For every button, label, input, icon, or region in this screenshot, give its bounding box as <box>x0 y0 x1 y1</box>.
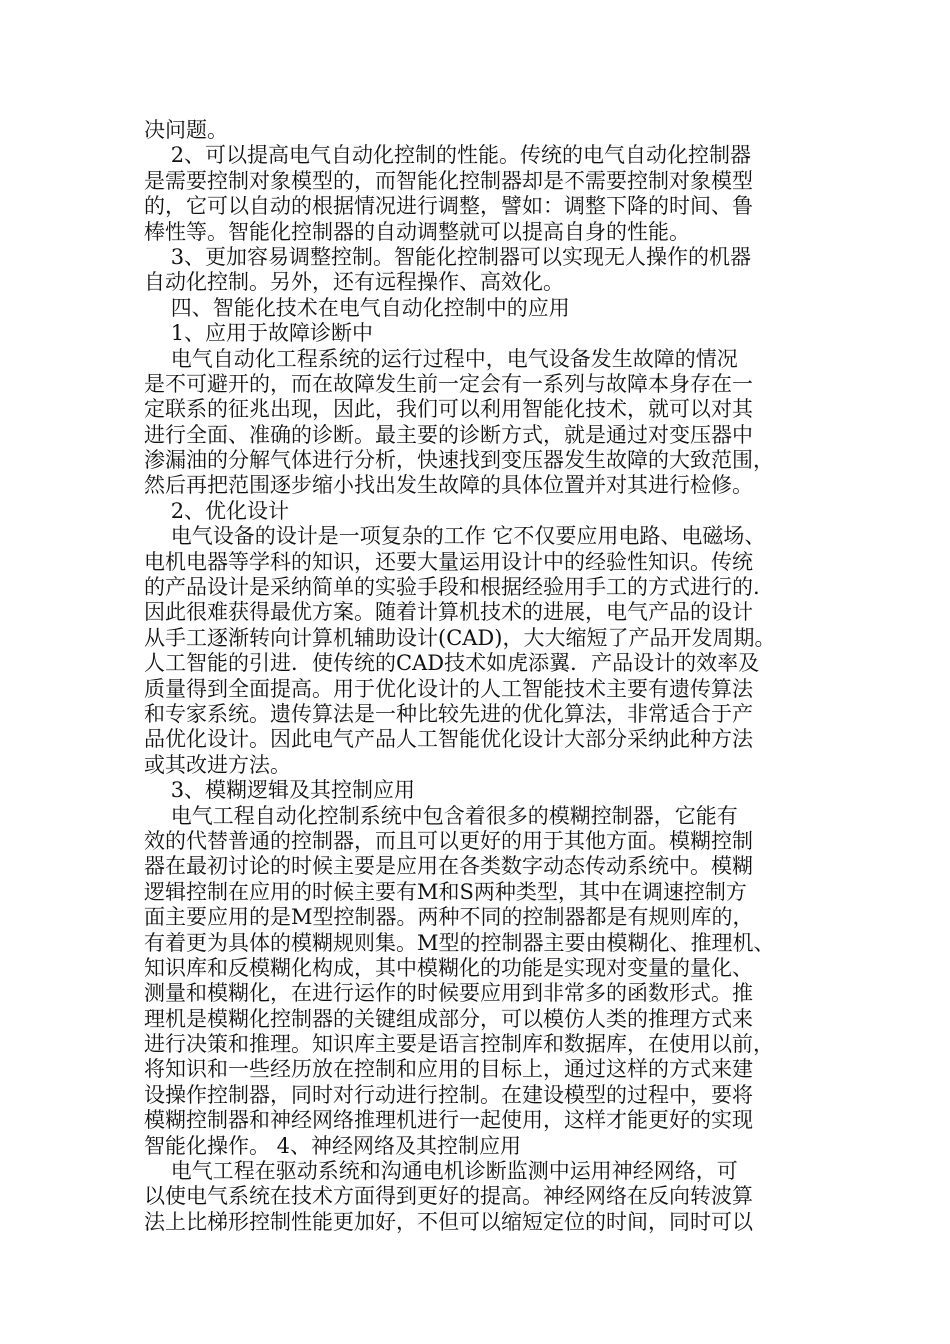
text-line: 理机是模糊化控制器的关键组成部分，可以模仿人类的推理方式来 <box>144 1006 753 1031</box>
text-line: 定联系的征兆出现，因此，我们可以利用智能化技术，就可以对其 <box>144 397 753 422</box>
text-line: 设操作控制器，同时对行动进行控制。在建设模型的过程中，要将 <box>144 1082 753 1107</box>
text-line: 人工智能的引进．使传统的CAD技术如虎添翼．产品设计的效率及 <box>144 651 760 676</box>
text-line: 测量和模糊化，在进行运作的时候要应用到非常多的函数形式。推 <box>144 981 753 1006</box>
text-line: 棒性等。智能化控制器的自动调整就可以提高自身的性能。 <box>144 219 690 244</box>
text-line: 1、应用于故障诊断中 <box>144 321 374 346</box>
text-line: 2、可以提高电气自动化控制的性能。传统的电气自动化控制器 <box>144 143 752 168</box>
text-line: 3、模糊逻辑及其控制应用 <box>144 778 416 803</box>
text-line: 质量得到全面提高。用于优化设计的人工智能技术主要有遗传算法 <box>144 676 753 701</box>
text-line: 电气工程在驱动系统和沟通电机诊断监测中运用神经网络，可 <box>144 1159 738 1184</box>
text-line: 面主要应用的是M型控制器。两种不同的控制器都是有规则库的， <box>144 905 754 930</box>
text-line: 电机电器等学科的知识，还要大量运用设计中的经验性知识。传统 <box>144 549 753 574</box>
text-line: 进行全面、准确的诊断。最主要的诊断方式，就是通过对变压器中 <box>144 422 753 447</box>
text-line: 进行决策和推理。知识库主要是语言控制库和数据库，在使用以前， <box>144 1032 774 1057</box>
document-body <box>144 118 812 1235</box>
text-line: 知识库和反模糊化构成，其中模糊化的功能是实现对变量的量化、 <box>144 955 753 980</box>
text-line: 决问题。 <box>144 118 228 142</box>
text-line: 法上比梯形控制性能更加好，不但可以缩短定位的时间，同时可以 <box>144 1209 753 1234</box>
text-line: 器在最初讨论的时候主要是应用在各类数字动态传动系统中。模糊 <box>144 854 753 879</box>
text-line: 智能化操作。 4、神经网络及其控制应用 <box>144 1133 522 1158</box>
text-line: 四、智能化技术在电气自动化控制中的应用 <box>144 295 570 320</box>
text-line: 是不可避开的，而在故障发生前一定会有一系列与故障本身存在一 <box>144 371 753 396</box>
text-line: 电气设备的设计是一项复杂的工作 它不仅要应用电路、电磁场、 <box>144 524 766 549</box>
text-line: 电气工程自动化控制系统中包含着很多的模糊控制器，它能有 <box>144 803 738 828</box>
text-line: 的，它可以自动的根据情况进行调整，譬如：调整下降的时间、鲁 <box>144 194 753 219</box>
text-line: 有着更为具体的模糊规则集。M型的控制器主要由模糊化、推理机、 <box>144 930 775 955</box>
text-line: 模糊控制器和神经网络推理机进行一起使用，这样才能更好的实现 <box>144 1108 753 1133</box>
text-line: 渗漏油的分解气体进行分析，快速找到变压器发生故障的大致范围， <box>144 448 774 473</box>
text-line: 2、优化设计 <box>144 498 290 523</box>
text-line: 是需要控制对象模型的，而智能化控制器却是不需要控制对象模型 <box>144 168 753 193</box>
text-line: 3、更加容易调整控制。智能化控制器可以实现无人操作的机器 <box>144 244 752 269</box>
text-line: 或其改进方法。 <box>144 752 291 777</box>
text-line: 自动化控制。另外，还有远程操作、高效化。 <box>144 270 564 295</box>
text-line: 品优化设计。因此电气产品人工智能优化设计大部分采纳此种方法 <box>144 727 753 752</box>
text-line: 将知识和一些经历放在控制和应用的目标上，通过这样的方式来建 <box>144 1057 753 1082</box>
text-line: 逻辑控制在应用的时候主要有M和S两种类型，其中在调速控制方 <box>144 879 747 904</box>
text-line: 然后再把范围逐步缩小找出发生故障的具体位置并对其进行检修。 <box>144 473 753 498</box>
text-line: 和专家系统。遗传算法是一种比较先进的优化算法，非常适合于产 <box>144 701 753 726</box>
text-line: 从手工逐渐转向计算机辅助设计(CAD)，大大缩短了产品开发周期。 <box>144 625 776 650</box>
text-line: 以使电气系统在技术方面得到更好的提高。神经网络在反向转波算 <box>144 1184 753 1209</box>
text-line: 电气自动化工程系统的运行过程中，电气设备发生故障的情况 <box>144 346 738 371</box>
text-line: 效的代替普通的控制器，而且可以更好的用于其他方面。模糊控制 <box>144 828 753 853</box>
text-line: 的产品设计是采纳简单的实验手段和根据经验用手工的方式进行的. <box>144 575 760 600</box>
text-line: 因此很难获得最优方案。随着计算机技术的进展，电气产品的设计 <box>144 600 753 625</box>
